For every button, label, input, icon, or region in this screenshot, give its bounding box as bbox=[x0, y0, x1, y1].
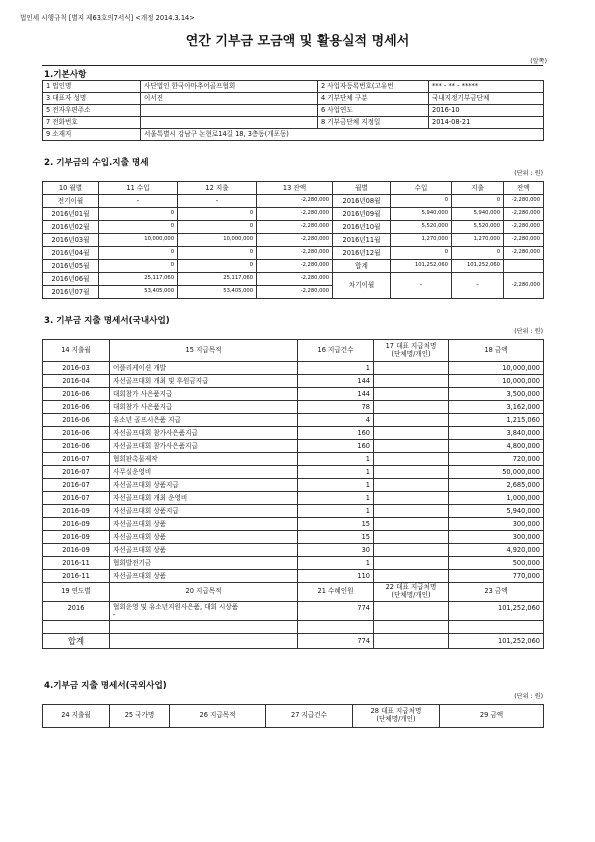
column-header: 27 지급건수 bbox=[266, 705, 353, 728]
table-row bbox=[43, 634, 544, 649]
count-cell: 1 bbox=[298, 557, 374, 570]
column-header: 28 대표 지급처명 (단체명/개인) bbox=[353, 705, 440, 728]
purpose-cell: 자선골프대회 개최 및 후원금지급 bbox=[110, 375, 298, 388]
domestic-table bbox=[42, 339, 544, 649]
balance-cell bbox=[504, 260, 544, 273]
field-label: 3 대표자 성명 bbox=[43, 93, 141, 105]
recipient-cell bbox=[374, 602, 449, 621]
month-cell: 2016년02월 bbox=[43, 221, 99, 234]
balance-cell: -2,280,000 bbox=[257, 221, 333, 234]
column-header: 26 지급목적 bbox=[170, 705, 266, 728]
amount-cell: 4,920,000 bbox=[449, 544, 544, 557]
field-label: 8 기부금단체 지정일 bbox=[318, 117, 429, 129]
total-recipient bbox=[374, 634, 449, 649]
recipient-cell bbox=[374, 375, 449, 388]
month-cell: 2016년09월 bbox=[333, 208, 391, 221]
column-header: 22 대표 지급처명 (단체명/개인) bbox=[374, 583, 449, 602]
table-row bbox=[43, 583, 544, 602]
count-cell: 78 bbox=[298, 401, 374, 414]
column-header: 20 지급목적 bbox=[110, 583, 298, 602]
field-value: 서울특별시 강남구 논현로14길 18, 3층동(개포동) bbox=[141, 129, 544, 141]
recipient-cell bbox=[374, 388, 449, 401]
column-header: 15 지급목적 bbox=[110, 340, 298, 362]
expense-cell: 0 bbox=[178, 247, 257, 260]
field-value: 국내지정기부금단체 bbox=[429, 93, 544, 105]
table-row bbox=[43, 375, 544, 388]
expense-cell: 0 bbox=[178, 221, 257, 234]
purpose-cell: 자선골프대회 상품지급 bbox=[110, 505, 298, 518]
income-cell: 101,252,060 bbox=[391, 260, 452, 273]
count-cell: 15 bbox=[298, 518, 374, 531]
column-header: 24 지출월 bbox=[43, 705, 110, 728]
table-row bbox=[43, 531, 544, 544]
column-header: 월별 bbox=[333, 182, 391, 195]
balance-cell: -2,280,000 bbox=[504, 234, 544, 247]
amount-cell: 3,162,000 bbox=[449, 401, 544, 414]
recipient-cell bbox=[374, 427, 449, 440]
page-side-note: (앞쪽) bbox=[530, 58, 547, 65]
month-cell: 2016년03월 bbox=[43, 234, 99, 247]
field-value: *** - ** - ***** bbox=[429, 81, 544, 93]
expense-cell: 0 bbox=[452, 195, 504, 208]
count-cell: 160 bbox=[298, 427, 374, 440]
domestic-section-heading: 3. 기부금 지출 명세서(국내사업) bbox=[44, 316, 170, 326]
amount-cell: 3,840,000 bbox=[449, 427, 544, 440]
table-row bbox=[43, 492, 544, 505]
page-title: 연간 기부금 모금액 및 활용실적 명세서 bbox=[185, 34, 410, 49]
month-cell: 2016년10월 bbox=[333, 221, 391, 234]
recipient-cell bbox=[374, 505, 449, 518]
amount-cell: 770,000 bbox=[449, 570, 544, 583]
month-cell: 전기이월 bbox=[43, 195, 99, 208]
total-amount: 101,252,060 bbox=[449, 634, 544, 649]
table-row bbox=[43, 414, 544, 427]
table-row bbox=[43, 602, 544, 621]
income-cell: 10,000,000 bbox=[99, 234, 178, 247]
field-label: 9 소재지 bbox=[43, 129, 141, 141]
purpose-cell: 자선골프대회 개최 운영비 bbox=[110, 492, 298, 505]
basic-section-heading: 1.기본사항 bbox=[44, 70, 87, 80]
month-cell: 2016-06 bbox=[43, 414, 110, 427]
column-header: 17 대표 지급처명 (단체명/개인) bbox=[374, 340, 449, 362]
amount-cell: 50,000,000 bbox=[449, 466, 544, 479]
purpose-cell: 자선골프대회 상품지급 bbox=[110, 479, 298, 492]
column-header: 13 잔액 bbox=[257, 182, 333, 195]
expense-cell: 5,520,000 bbox=[452, 221, 504, 234]
month-cell: 2016-09 bbox=[43, 518, 110, 531]
month-cell: 합계 bbox=[333, 260, 391, 273]
table-row bbox=[43, 518, 544, 531]
domestic-unit: (단위 : 원) bbox=[514, 328, 543, 335]
table-row bbox=[43, 208, 544, 221]
column-header: 12 지출 bbox=[178, 182, 257, 195]
total-label: 합계 bbox=[43, 634, 110, 649]
table-row bbox=[43, 705, 544, 728]
table-row bbox=[43, 247, 544, 260]
column-header: 25 국가명 bbox=[110, 705, 170, 728]
amount-cell: 4,800,000 bbox=[449, 440, 544, 453]
column-header: 11 수입 bbox=[99, 182, 178, 195]
count-cell: 144 bbox=[298, 375, 374, 388]
income-cell: 0 bbox=[99, 260, 178, 273]
balance-cell: -2,280,000 bbox=[504, 273, 544, 299]
table-row bbox=[43, 466, 544, 479]
month-cell: 2016년12월 bbox=[333, 247, 391, 260]
month-cell: 2016-09 bbox=[43, 544, 110, 557]
recipient-cell bbox=[374, 414, 449, 427]
recipient-cell bbox=[374, 401, 449, 414]
income-cell: 0 bbox=[99, 208, 178, 221]
expense-cell: 0 bbox=[452, 247, 504, 260]
table-row bbox=[43, 544, 544, 557]
expense-cell: - bbox=[452, 273, 504, 299]
month-cell: 2016-06 bbox=[43, 440, 110, 453]
empty-cell bbox=[298, 621, 374, 634]
field-value: 사단법인 한국아마추어골프협회 bbox=[141, 81, 318, 93]
table-row bbox=[43, 260, 544, 273]
month-cell: 2016-09 bbox=[43, 505, 110, 518]
month-cell: 2016년01월 bbox=[43, 208, 99, 221]
recipient-cell bbox=[374, 362, 449, 375]
month-cell: 2016-06 bbox=[43, 401, 110, 414]
column-header: 10 월별 bbox=[43, 182, 99, 195]
recipient-cell bbox=[374, 479, 449, 492]
balance-cell: -2,280,000 bbox=[257, 273, 333, 286]
income-cell: 0 bbox=[391, 247, 452, 260]
purpose-cell: 유소년 골프시은품 지급 bbox=[110, 414, 298, 427]
expense-cell: 1,270,000 bbox=[452, 234, 504, 247]
month-cell: 2016-06 bbox=[43, 388, 110, 401]
recipient-cell bbox=[374, 557, 449, 570]
recipient-cell bbox=[374, 570, 449, 583]
count-cell: 144 bbox=[298, 388, 374, 401]
basic-info-table bbox=[42, 80, 544, 141]
table-row bbox=[43, 427, 544, 440]
purpose-cell: 자선골프대회 상품 bbox=[110, 531, 298, 544]
table-row bbox=[43, 570, 544, 583]
purpose-cell: 협회판촉물제작 bbox=[110, 453, 298, 466]
balance-cell: -2,280,000 bbox=[504, 247, 544, 260]
table-row bbox=[43, 362, 544, 375]
purpose-cell: 협회발전기금 bbox=[110, 557, 298, 570]
table-row bbox=[43, 234, 544, 247]
expense-cell: 0 bbox=[178, 208, 257, 221]
column-header: 잔액 bbox=[504, 182, 544, 195]
month-cell: 2016년05월 bbox=[43, 260, 99, 273]
count-cell: 110 bbox=[298, 570, 374, 583]
income-cell: 0 bbox=[99, 221, 178, 234]
count-cell: 1 bbox=[298, 505, 374, 518]
count-cell: 1 bbox=[298, 492, 374, 505]
balance-cell: -2,280,000 bbox=[257, 208, 333, 221]
amount-cell: 720,000 bbox=[449, 453, 544, 466]
field-label: 2 사업자등록번호(고유번 bbox=[318, 81, 429, 93]
table-row bbox=[43, 129, 544, 141]
income-cell: 0 bbox=[99, 247, 178, 260]
column-header: 16 지급건수 bbox=[298, 340, 374, 362]
total-beneficiaries: 774 bbox=[298, 634, 374, 649]
field-label: 5 전자우편주소 bbox=[43, 105, 141, 117]
table-row bbox=[43, 479, 544, 492]
count-cell: 1 bbox=[298, 479, 374, 492]
field-label: 4 기부단체 구분 bbox=[318, 93, 429, 105]
amount-cell: 5,940,000 bbox=[449, 505, 544, 518]
month-cell: 2016-07 bbox=[43, 479, 110, 492]
table-row bbox=[43, 273, 544, 286]
table-row bbox=[43, 195, 544, 208]
balance-cell: -2,280,000 bbox=[257, 195, 333, 208]
purpose-cell: 자선골프대회 참가사은품지급 bbox=[110, 440, 298, 453]
month-cell: 2016년06월 bbox=[43, 273, 99, 286]
count-cell: 1 bbox=[298, 466, 374, 479]
column-header: 지출 bbox=[452, 182, 504, 195]
column-header: 19 연도별 bbox=[43, 583, 110, 602]
column-header: 18 금액 bbox=[449, 340, 544, 362]
recipient-cell bbox=[374, 440, 449, 453]
recipient-cell bbox=[374, 518, 449, 531]
expense-cell: 25,117,060 bbox=[178, 273, 257, 286]
table-row bbox=[43, 440, 544, 453]
month-cell: 2016-04 bbox=[43, 375, 110, 388]
balance-cell: -2,280,000 bbox=[504, 208, 544, 221]
month-cell: 2016년07월 bbox=[43, 286, 99, 299]
recipient-cell bbox=[374, 453, 449, 466]
table-row bbox=[43, 340, 544, 362]
overseas-table bbox=[42, 704, 544, 728]
column-header: 23 금액 bbox=[449, 583, 544, 602]
expense-cell: 101,252,060 bbox=[452, 260, 504, 273]
month-cell: 2016-07 bbox=[43, 492, 110, 505]
count-cell: 160 bbox=[298, 440, 374, 453]
table-row bbox=[43, 81, 544, 93]
amount-cell: 3,500,000 bbox=[449, 388, 544, 401]
monthly-unit: (단위 : 원) bbox=[514, 170, 543, 177]
overseas-unit: (단위 : 원) bbox=[514, 693, 543, 700]
form-reference: 법인세 시행규칙 [별지 제63호의7서식] <개정 2014.3.14> bbox=[20, 14, 195, 22]
purpose-cell: 협회운영 및 유소년지원사은품, 대회 시상품 - bbox=[110, 602, 298, 621]
amount-cell: 300,000 bbox=[449, 531, 544, 544]
income-cell: 1,270,000 bbox=[391, 234, 452, 247]
month-cell: 2016-11 bbox=[43, 557, 110, 570]
purpose-cell: 자선골프대회 참가사은품지급 bbox=[110, 427, 298, 440]
field-label: 6 사업연도 bbox=[318, 105, 429, 117]
balance-cell: -2,280,000 bbox=[504, 221, 544, 234]
amount-cell: 1,000,000 bbox=[449, 492, 544, 505]
table-row bbox=[43, 221, 544, 234]
recipient-cell bbox=[374, 492, 449, 505]
empty-cell bbox=[43, 621, 110, 634]
field-value: 2014-08-21 bbox=[429, 117, 544, 129]
income-cell: 53,405,000 bbox=[99, 286, 178, 299]
column-header: 수입 bbox=[391, 182, 452, 195]
count-cell: 1 bbox=[298, 362, 374, 375]
amount-cell: 300,000 bbox=[449, 518, 544, 531]
empty-cell bbox=[374, 621, 449, 634]
amount-cell: 101,252,060 bbox=[449, 602, 544, 621]
month-cell: 2016-11 bbox=[43, 570, 110, 583]
balance-cell: -2,280,000 bbox=[257, 286, 333, 299]
month-cell: 2016-06 bbox=[43, 427, 110, 440]
expense-cell: 5,940,000 bbox=[452, 208, 504, 221]
field-value: 이서진 bbox=[141, 93, 318, 105]
column-header: 29 금액 bbox=[440, 705, 544, 728]
purpose-cell: 사무실운영비 bbox=[110, 466, 298, 479]
count-cell: 1 bbox=[298, 453, 374, 466]
overseas-section-heading: 4.기부금 지출 명세서(국외사업) bbox=[44, 681, 167, 691]
balance-cell: -2,280,000 bbox=[504, 195, 544, 208]
total-purpose bbox=[110, 634, 298, 649]
table-row bbox=[43, 505, 544, 518]
expense-cell: 0 bbox=[178, 260, 257, 273]
purpose-cell: 대회참가 사은품지급 bbox=[110, 401, 298, 414]
income-cell: 5,940,000 bbox=[391, 208, 452, 221]
month-cell: 2016-09 bbox=[43, 531, 110, 544]
field-value bbox=[141, 117, 318, 129]
amount-cell: 1,215,060 bbox=[449, 414, 544, 427]
income-cell: - bbox=[99, 195, 178, 208]
expense-cell: 10,000,000 bbox=[178, 234, 257, 247]
income-cell: 0 bbox=[391, 195, 452, 208]
empty-cell bbox=[110, 621, 298, 634]
beneficiaries-cell: 774 bbox=[298, 602, 374, 621]
field-label: 7 전화번호 bbox=[43, 117, 141, 129]
count-cell: 4 bbox=[298, 414, 374, 427]
column-header: 14 지출월 bbox=[43, 340, 110, 362]
empty-cell bbox=[449, 621, 544, 634]
table-row bbox=[43, 401, 544, 414]
field-value: 2016-10 bbox=[429, 105, 544, 117]
month-cell: 2016년04월 bbox=[43, 247, 99, 260]
balance-cell: -2,280,000 bbox=[257, 247, 333, 260]
monthly-table bbox=[42, 181, 544, 299]
amount-cell: 10,000,000 bbox=[449, 375, 544, 388]
recipient-cell bbox=[374, 531, 449, 544]
expense-cell: - bbox=[178, 195, 257, 208]
table-row bbox=[43, 93, 544, 105]
count-cell: 30 bbox=[298, 544, 374, 557]
table-row bbox=[43, 117, 544, 129]
year-cell: 2016 bbox=[43, 602, 110, 621]
recipient-cell bbox=[374, 544, 449, 557]
income-cell: - bbox=[391, 273, 452, 299]
amount-cell: 500,000 bbox=[449, 557, 544, 570]
month-cell: 2016년08월 bbox=[333, 195, 391, 208]
amount-cell: 10,000,000 bbox=[449, 362, 544, 375]
count-cell: 15 bbox=[298, 531, 374, 544]
expense-cell: 53,405,000 bbox=[178, 286, 257, 299]
month-cell: 2016-07 bbox=[43, 466, 110, 479]
income-cell: 5,520,000 bbox=[391, 221, 452, 234]
balance-cell: -2,280,000 bbox=[257, 260, 333, 273]
table-row bbox=[43, 388, 544, 401]
amount-cell: 2,685,000 bbox=[449, 479, 544, 492]
purpose-cell: 자선골프대회 상품 bbox=[110, 544, 298, 557]
purpose-cell: 자선골프대회 상품 bbox=[110, 518, 298, 531]
top-rule bbox=[42, 65, 543, 66]
recipient-cell bbox=[374, 466, 449, 479]
month-cell: 2016년11월 bbox=[333, 234, 391, 247]
month-cell: 2016-07 bbox=[43, 453, 110, 466]
table-row bbox=[43, 621, 544, 634]
purpose-cell: 대회참가 사은품지급 bbox=[110, 388, 298, 401]
table-row bbox=[43, 453, 544, 466]
month-cell: 2016-03 bbox=[43, 362, 110, 375]
column-header: 21 수혜인원 bbox=[298, 583, 374, 602]
table-row bbox=[43, 182, 544, 195]
table-row bbox=[43, 105, 544, 117]
field-label: 1 법인명 bbox=[43, 81, 141, 93]
month-cell: 차기이월 bbox=[333, 273, 391, 299]
table-row bbox=[43, 557, 544, 570]
purpose-cell: 어플리케이션 개발 bbox=[110, 362, 298, 375]
income-cell: 25,117,060 bbox=[99, 273, 178, 286]
monthly-section-heading: 2. 기부금의 수입.지출 명세 bbox=[44, 158, 149, 168]
balance-cell: -2,280,000 bbox=[257, 234, 333, 247]
field-value bbox=[141, 105, 318, 117]
purpose-cell: 자선골프대회 상품 bbox=[110, 570, 298, 583]
